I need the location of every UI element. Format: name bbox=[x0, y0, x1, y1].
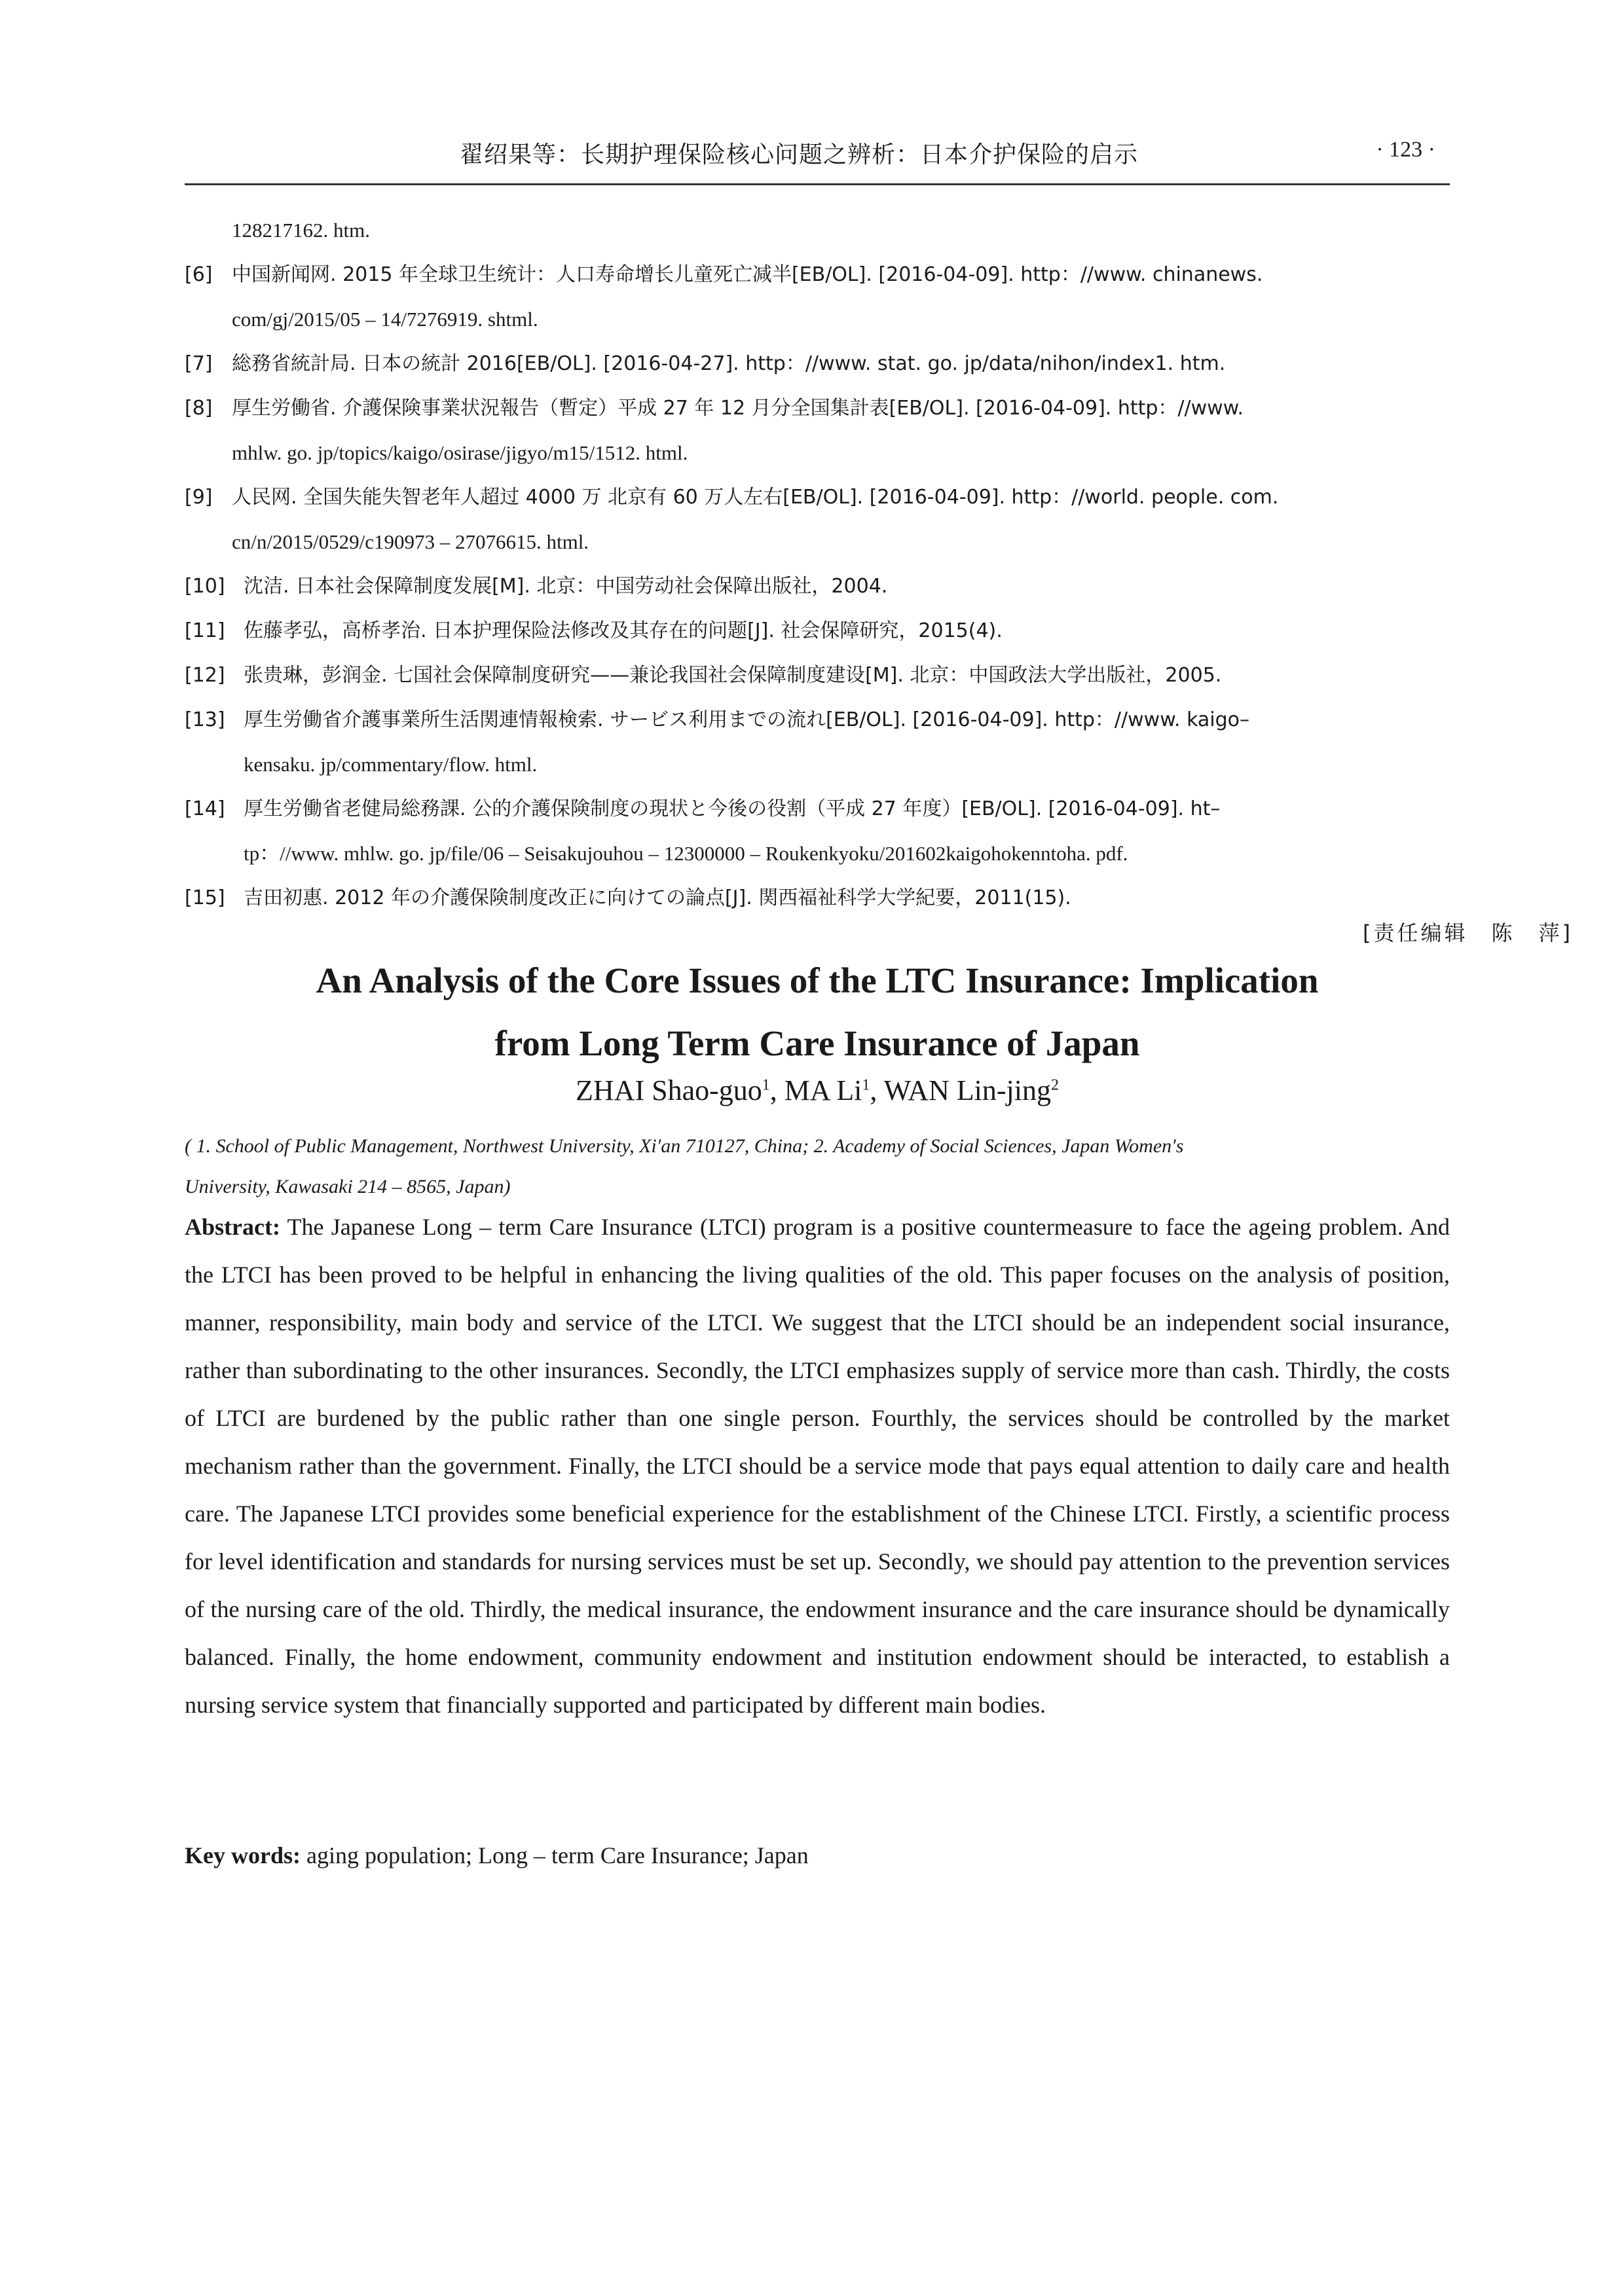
english-title-line-2: from Long Term Care Insurance of Japan bbox=[494, 1023, 1140, 1063]
running-title: 翟绍果等：长期护理保险核心问题之辨析：日本介护保险的启示 bbox=[460, 141, 1139, 168]
affiliations bbox=[185, 1126, 1450, 1207]
reference-item: tp：//www. mhlw. go. jp/file/06 – Seisakujouhou – 12300000 – Roukenkyoku/201602kaigohokenntoha. pdf. bbox=[244, 842, 1128, 865]
author-name: MA Li bbox=[784, 1074, 862, 1106]
reference-item: [15] 吉田初惠. 2012 年の介護保険制度改正に向けての論点[J]. 関西福祉科学大学紀要，2011(15). bbox=[185, 886, 1071, 909]
reference-item: [13] 厚生労働省介護事業所生活関連情報検索. サービス利用までの流れ[EB/OL]. [2016-04-09]. http：//www. kaigo– bbox=[185, 708, 1250, 731]
author-name: ZHAI Shao-guo bbox=[576, 1074, 762, 1106]
reference-item: com/gj/2015/05 – 14/7276919. shtml. bbox=[232, 308, 538, 331]
page-number: · 123 · bbox=[1376, 137, 1435, 162]
running-header bbox=[185, 131, 1450, 185]
reference-item: [7] 総務省統計局. 日本の統計 2016[EB/OL]. [2016-04-27]. http：//www. stat. go. jp/data/nihon/index1. htm. bbox=[185, 352, 1226, 375]
reference-item: mhlw. go. jp/topics/kaigo/osirase/jigyo/m15/1512. html. bbox=[232, 441, 688, 464]
reference-item: [8] 厚生労働省. 介護保険事業状況報告（暫定）平成 27 年 12 月分全国集計表[EB/OL]. [2016-04-09]. http：//www. bbox=[185, 397, 1244, 420]
reference-list bbox=[185, 208, 1450, 920]
author-affiliation-mark: 1 bbox=[762, 1076, 770, 1094]
author-name: WAN Lin-jing bbox=[883, 1074, 1051, 1106]
author-affiliation-mark: 1 bbox=[862, 1076, 870, 1094]
author-affiliation-mark: 2 bbox=[1050, 1076, 1059, 1094]
reference-item: [14] 厚生労働省老健局総務課. 公的介護保険制度の現状と今後の役割（平成 27 年度）[EB/OL]. [2016-04-09]. ht– bbox=[185, 797, 1221, 820]
affiliation-line: ( 1. School of Public Management, Northwest University, Xi′an 710127, China; 2. Academy of Social Sciences, Japan Women′s bbox=[185, 1135, 1184, 1157]
abstract bbox=[185, 1203, 1450, 1729]
reference-item: [6] 中国新闻网. 2015 年全球卫生统计：人口寿命增长儿童死亡减半[EB/OL]. [2016-04-09]. http：//www. chinanews. bbox=[185, 263, 1263, 286]
reference-item: kensaku. jp/commentary/flow. html. bbox=[244, 753, 538, 776]
keywords-text: aging population; Long – term Care Insurance; Japan bbox=[306, 1842, 809, 1868]
keywords bbox=[185, 1832, 1450, 1880]
english-title-line-1: An Analysis of the Core Issues of the LTC Insurance: Implication bbox=[316, 960, 1319, 1000]
reference-item: cn/n/2015/0529/c190973 – 27076615. html. bbox=[232, 530, 589, 553]
author-list: ZHAI Shao-guo$^1$, MA Li$^1$, WAN Lin-jing$^2$ bbox=[576, 1074, 1059, 1106]
abstract-label: Abstract: bbox=[185, 1214, 280, 1240]
reference-item: [12] 张贵琳，彭润金. 七国社会保障制度研究——兼论我国社会保障制度建设[M]. 北京：中国政法大学出版社，2005. bbox=[185, 664, 1222, 687]
keywords-label: Key words: bbox=[185, 1842, 301, 1868]
reference-item: [9] 人民网. 全国失能失智老年人超过 4000 万 北京有 60 万人左右[EB/OL]. [2016-04-09]. http：//world. people. com. bbox=[185, 486, 1279, 509]
abstract-text: The Japanese Long – term Care Insurance (LTCI) program is a positive countermeasure to face the ageing problem. And the LTCI has been proved to be helpful in enhancing the living qualities of the old. This paper focuses on the analysis of position, manner, responsibility, main body and service of the LTCI. We suggest that the LTCI should be an independent social insurance, rather than subordinating to the other insurances. Secondly, the LTCI emphasizes supply of service more than cash. Thirdly, the costs of LTCI are burdened by the public rather than one single person. Fourthly, the services should be controlled by the market mechanism rather than the government. Finally, the LTCI should be a service mode that pays equal attention to daily care and health care. The Japanese LTCI provides some beneficial experience for the establishment of the Chinese LTCI. Firstly, a scientific process for level identification and standards for nursing services must be set up. Secondly, we should pay attention to the prevention services of the nursing care of the old. Thirdly, the medical insurance, the endowment insurance and the care insurance should be dynamically balanced. Finally, the home endowment, community endowment and institution endowment should be interacted, to establish a nursing service system that financially supported and participated by different main bodies. bbox=[185, 1214, 1450, 1718]
reference-item: [11] 佐藤孝弘，高桥孝治. 日本护理保险法修改及其存在的问题[J]. 社会保障研究，2015(4). bbox=[185, 619, 1003, 642]
reference-item: [10] 沈洁. 日本社会保障制度发展[M]. 北京：中国劳动社会保障出版社，2004. bbox=[185, 575, 888, 598]
reference-item: 128217162. htm. bbox=[232, 219, 370, 242]
affiliation-line: University, Kawasaki 214 – 8565, Japan) bbox=[185, 1176, 511, 1197]
responsible-editor: [责任编辑 陈 萍] bbox=[1363, 920, 1573, 945]
english-title bbox=[185, 949, 1450, 1075]
